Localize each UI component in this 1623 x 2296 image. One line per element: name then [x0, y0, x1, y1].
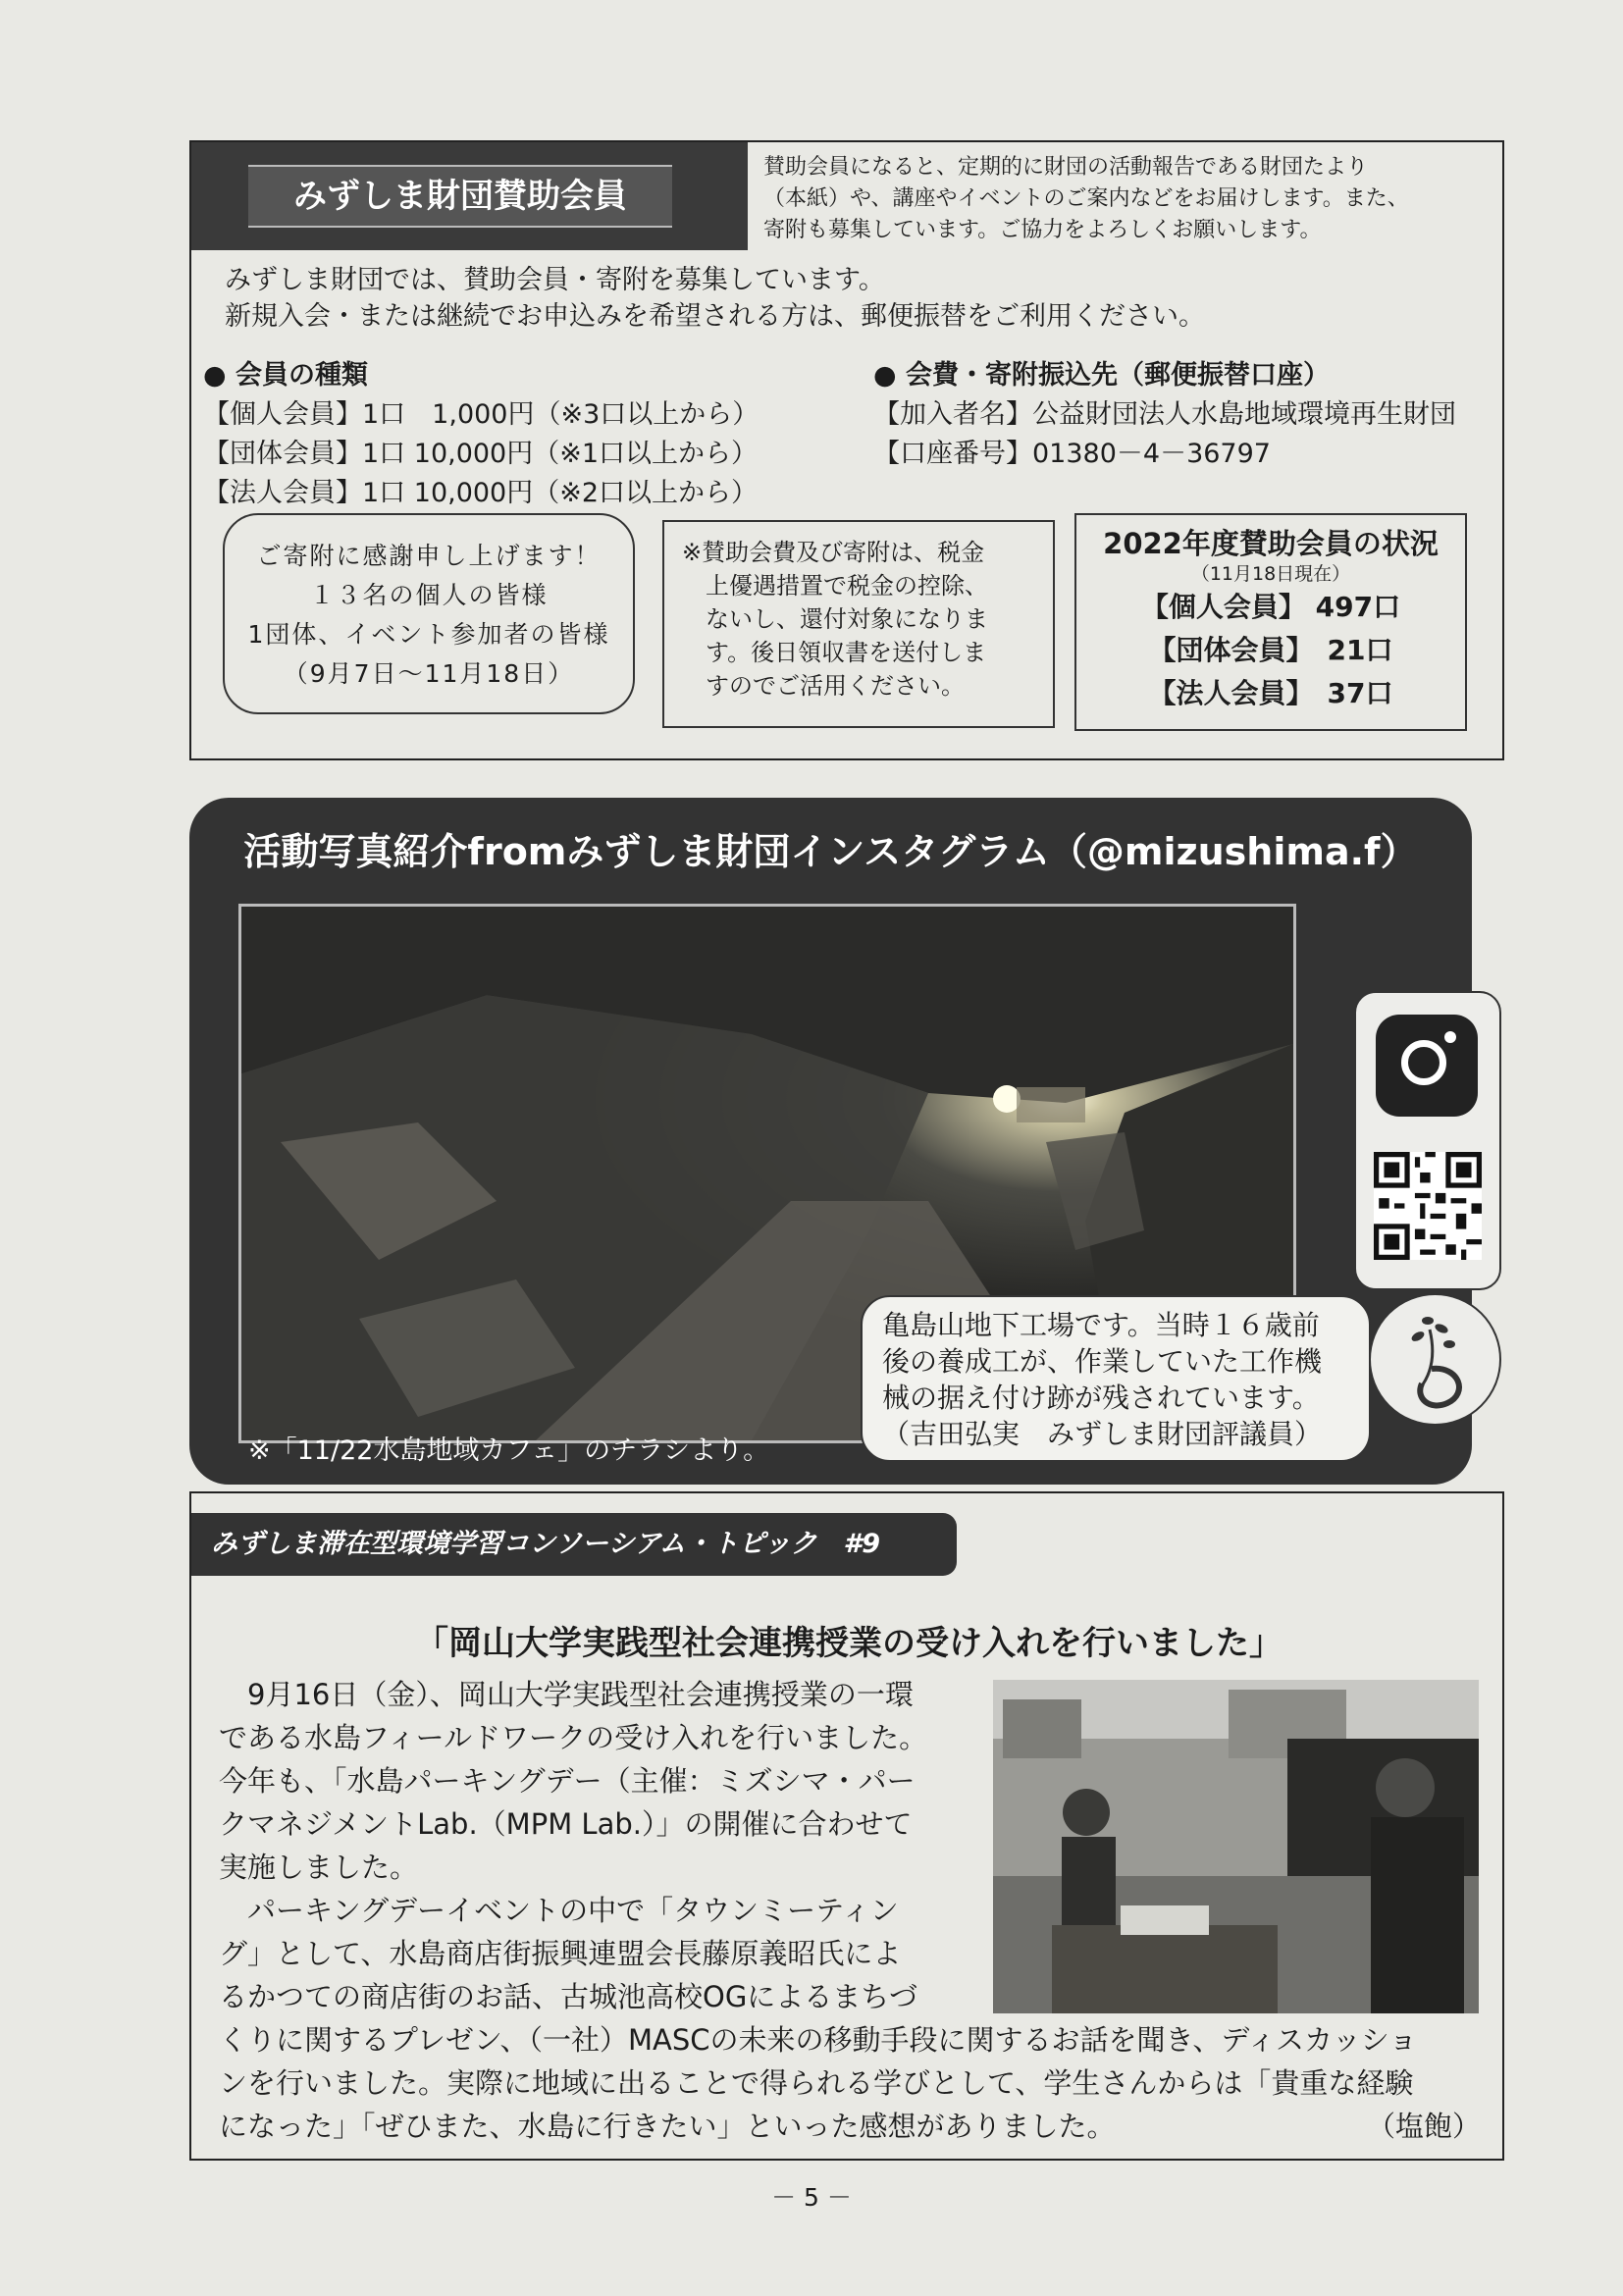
- topic-tag: みずしま滞在型環境学習コンソーシアム・トピック #9: [191, 1513, 957, 1576]
- tax-note-line: す。後日領収書を送付しま: [682, 639, 987, 666]
- thanks-line: 1団体、イベント参加者の皆様: [247, 620, 610, 649]
- instagram-card[interactable]: [1354, 991, 1501, 1290]
- article-line: 実施しました。: [219, 1851, 419, 1884]
- thanks-line: １３名の個人の皆様: [309, 581, 549, 609]
- payment-item: 【加入者名】公益財団法人水島地域環境再生財団: [873, 399, 1456, 430]
- foundation-logo: [1369, 1293, 1501, 1426]
- article-line: になった」「ぜひまた、水島に行きたい」といった感想がありました。: [219, 2110, 1116, 2143]
- tax-note-box: [662, 520, 1055, 728]
- photo-comment-bubble: [861, 1295, 1371, 1462]
- page-number: － 5 －: [771, 2183, 852, 2212]
- article-text-full: [219, 2018, 1485, 2148]
- status-title: 2022年度賛助会員の状況: [1103, 527, 1439, 560]
- member-type-item: 【法人会員】1口 10,000円（※2口以上から）: [203, 478, 759, 508]
- bubble-line: （吉田弘実 みずしま財団評議員）: [882, 1418, 1323, 1450]
- qr-code[interactable]: [1374, 1152, 1482, 1260]
- bubble-line: 後の養成工が、作業していた工作機: [882, 1345, 1323, 1378]
- member-status-box: [1074, 513, 1467, 731]
- bubble-line: 械の据え付け跡が残されています。: [882, 1382, 1320, 1414]
- body-line: みずしま財団では、賛助会員・寄附を募集しています。: [225, 265, 885, 295]
- tax-note-line: ないし、還付対象になりま: [682, 605, 988, 633]
- tax-note-line: ※賛助会費及び寄附は、税金: [682, 539, 985, 566]
- thanks-line: （9月7日～11月18日）: [283, 659, 575, 688]
- consortium-topic-section: [189, 1491, 1504, 2161]
- thanks-line: ご寄附に感謝申し上げます！: [256, 542, 602, 570]
- payment-item: 【口座番号】01380－4－36797: [873, 439, 1271, 469]
- intro-line: 賛助会員になると、定期的に財団の活動報告である財団たより: [763, 155, 1369, 180]
- article-line: グ」として、水島商店街振興連盟会長藤原義昭氏によ: [219, 1937, 902, 1970]
- article-author: （塩飽）: [1366, 2110, 1481, 2143]
- body-line: 新規入会・または継続でお申込みを希望される方は、郵便振替をご利用ください。: [225, 301, 1205, 332]
- status-date: （11月18日現在）: [1190, 563, 1351, 585]
- status-row: 【法人会員】 37口: [1148, 677, 1393, 709]
- member-type-item: 【個人会員】1口 1,000円（※3口以上から）: [203, 399, 759, 430]
- article-line: くりに関するプレゼン、（一社）MASCの未来の移動手段に関するお話を聞き、ディスカッショ: [219, 2023, 1418, 2057]
- intro-line: 寄附も募集しています。ご協力をよろしくお願いします。: [763, 218, 1322, 242]
- status-row: 【団体会員】 21口: [1148, 634, 1393, 666]
- photo-caption: ※「11/22水島地域カフェ」のチラシより。: [248, 1435, 770, 1466]
- payment-info: [873, 356, 1456, 474]
- foundation-logo-icon: [1371, 1295, 1499, 1424]
- supporting-member-section: [189, 140, 1504, 760]
- fieldwork-image: [993, 1680, 1479, 2013]
- article-line: である水島フィールドワークの受け入れを行いました。: [219, 1721, 928, 1754]
- fieldwork-photo: [993, 1680, 1479, 2013]
- article-line: 今年も、「水島パーキングデー（主催：ミズシマ・パー: [219, 1764, 916, 1798]
- section-title: みずしま財団賛助会員: [248, 165, 672, 228]
- member-type-item: 【団体会員】1口 10,000円（※1口以上から）: [203, 439, 759, 469]
- intro-text: [763, 152, 1490, 246]
- article-title: 「岡山大学実践型社会連携授業の受け入れを行いました」: [415, 1624, 1283, 1663]
- article-line: 9月16日（金）、岡山大学実践型社会連携授業の一環: [219, 1678, 914, 1711]
- intro-line: （本紙）や、講座やイベントのご案内などをお届けします。また、: [763, 186, 1409, 211]
- member-types-heading: ● 会員の種類: [203, 360, 368, 391]
- body-text: [225, 262, 1481, 335]
- donation-thanks-box: [223, 513, 635, 714]
- member-types: [203, 356, 759, 513]
- section-title: 活動写真紹介fromみずしま財団インスタグラム（@mizushima.f）: [243, 830, 1418, 873]
- tax-note-line: すのでご活用ください。: [682, 672, 965, 700]
- payment-heading: ● 会費・寄附振込先（郵便振替口座）: [873, 360, 1330, 391]
- status-row: 【個人会員】 497口: [1140, 591, 1401, 623]
- bubble-line: 亀島山地下工場です。当時１６歳前: [882, 1309, 1320, 1341]
- tax-note-line: 上優遇措置で税金の控除、: [682, 572, 988, 600]
- article-line: るかつての商店街のお話、古城池高校OGによるまちづ: [219, 1980, 918, 2013]
- section-title-band: [191, 142, 748, 250]
- article-line: クマネジメントLab.（MPM Lab.）」の開催に合わせて: [219, 1807, 913, 1841]
- article-line: パーキングデーイベントの中で「タウンミーティン: [219, 1894, 899, 1927]
- instagram-icon[interactable]: [1376, 1015, 1478, 1117]
- article-line: ンを行いました。実際に地域に出ることで得られる学びとして、学生さんからは「貴重な経験: [219, 2066, 1414, 2100]
